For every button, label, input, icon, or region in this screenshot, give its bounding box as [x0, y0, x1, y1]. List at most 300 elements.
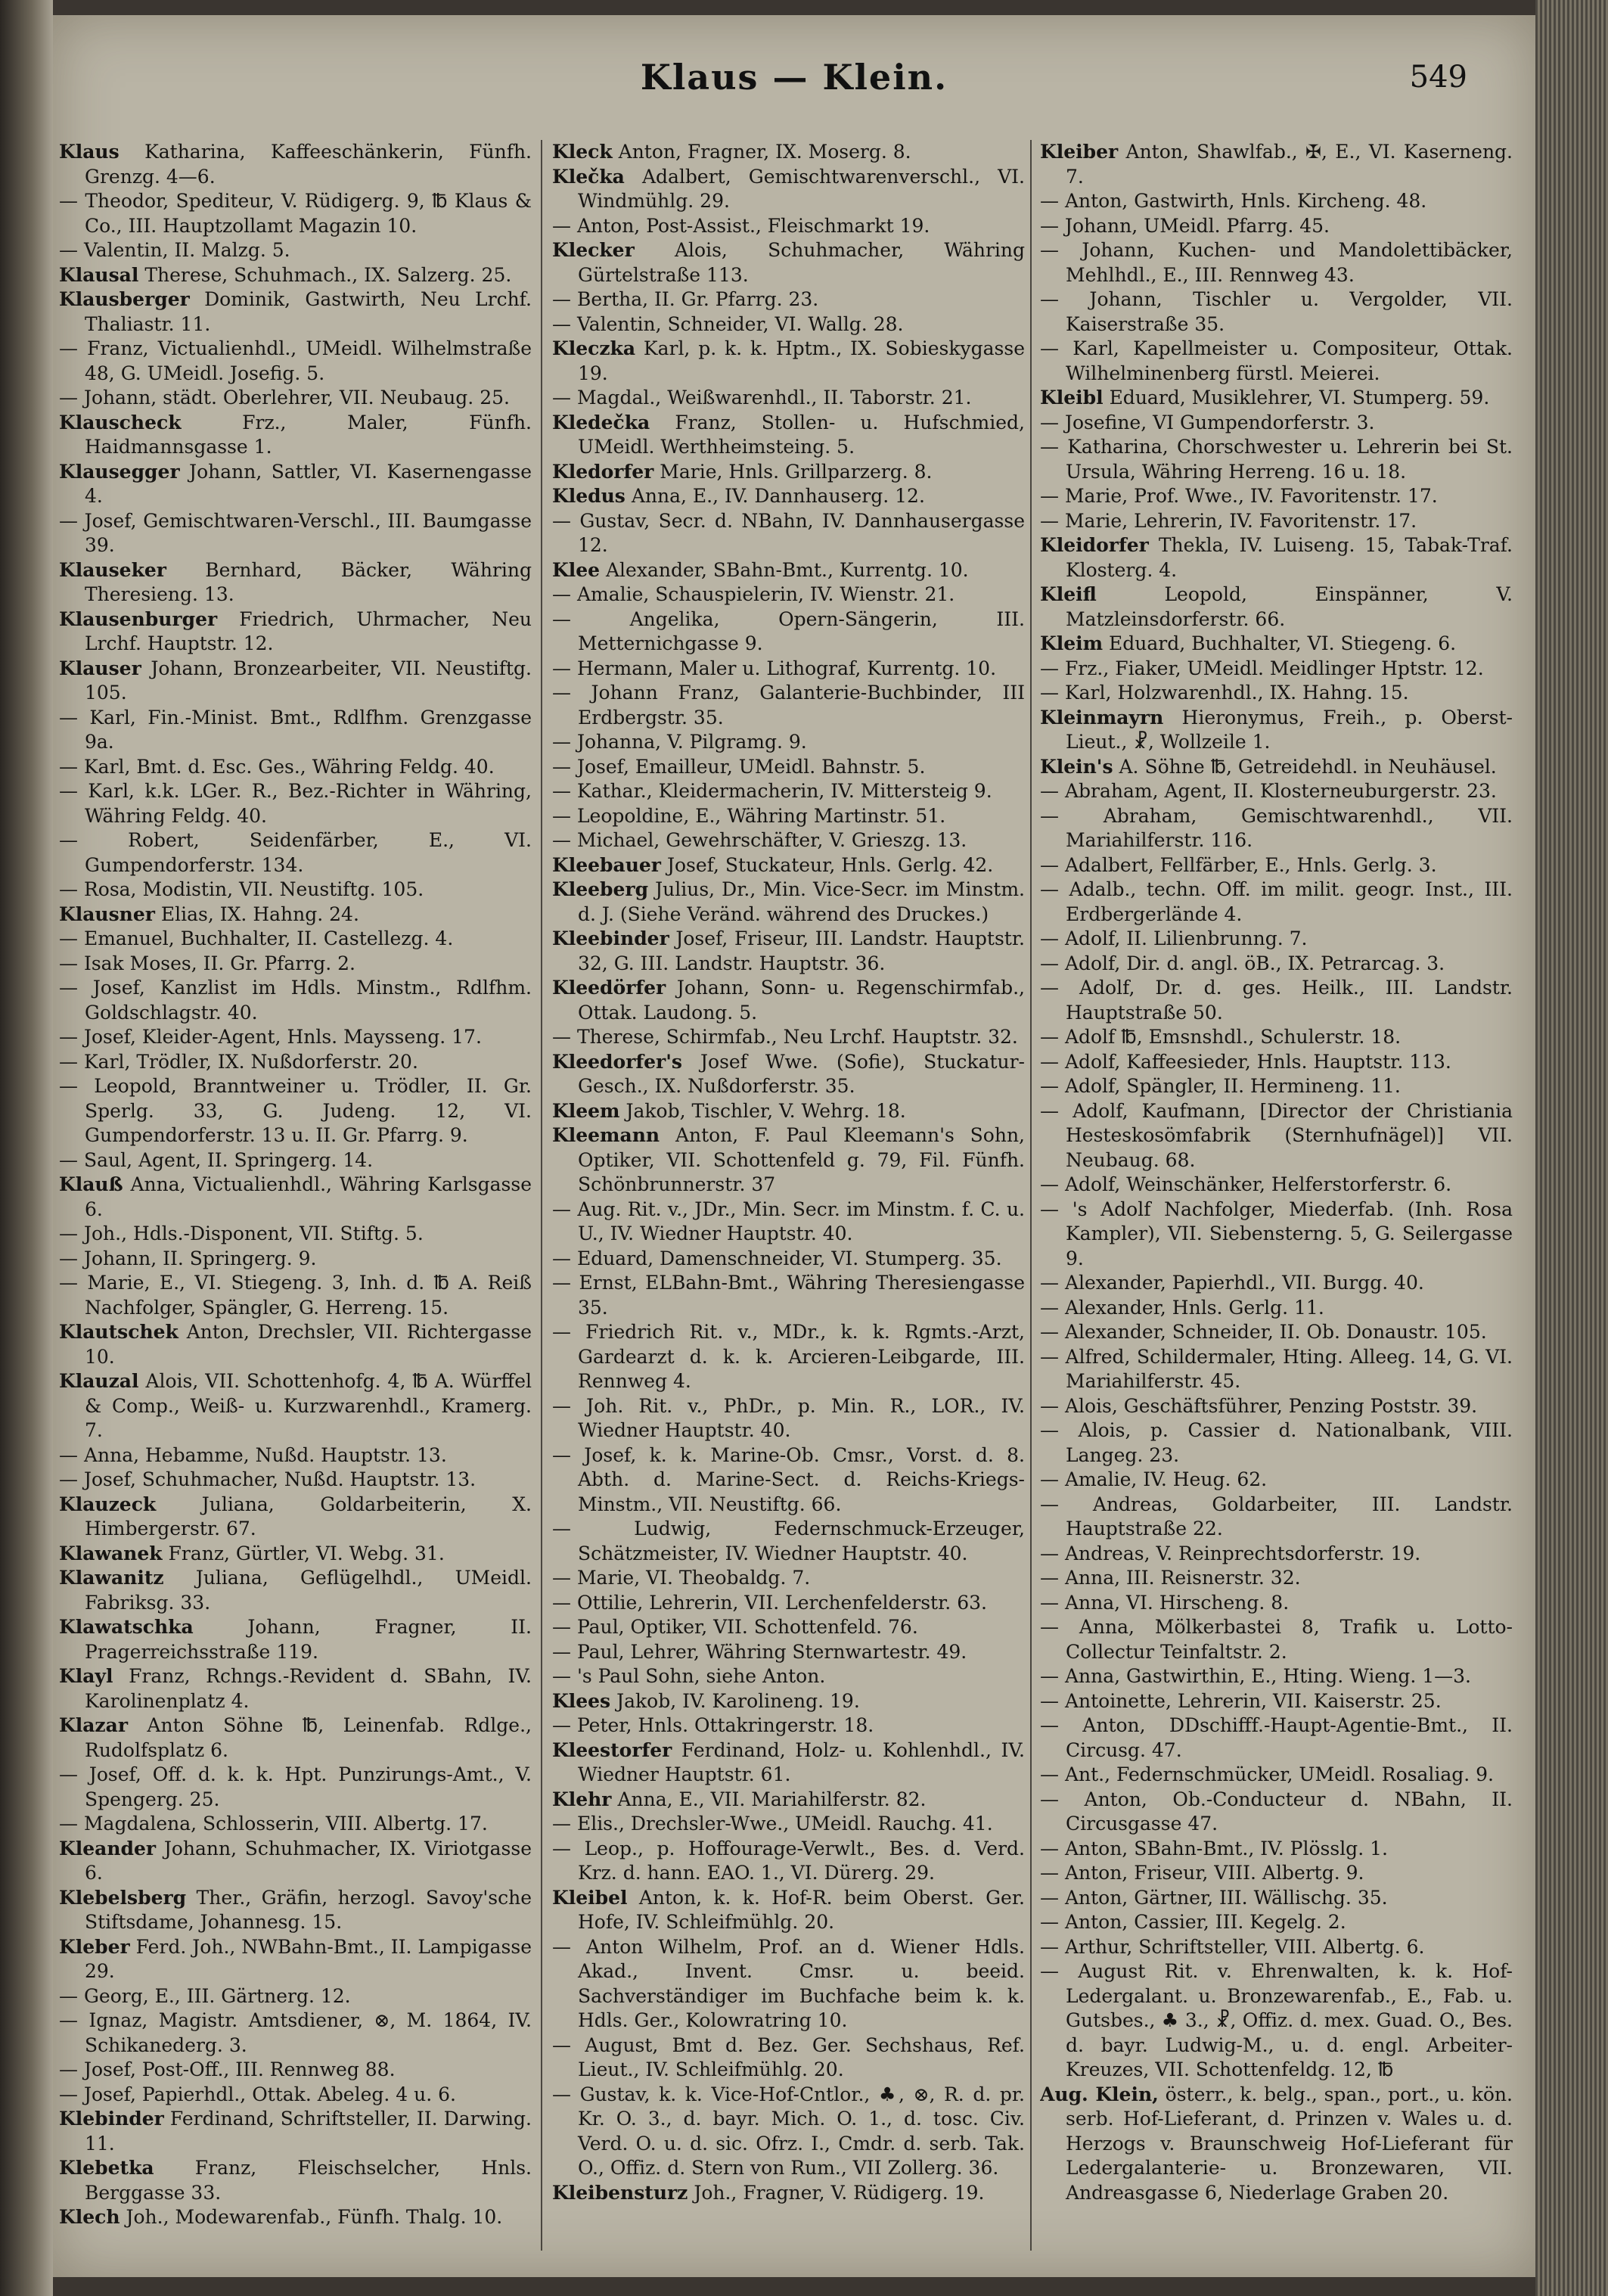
directory-entry	[552, 1615, 1025, 1640]
entry-details: — Aug. Rit. v., JDr., Min. Secr. im Minstm. f. C. u. U., IV. Wiedner Hauptstr. 40.	[552, 1198, 1025, 1244]
entry-details: — Johann, städt. Oberlehrer, VII. Neubaug. 25.	[59, 387, 510, 409]
directory-entry	[59, 1222, 532, 1247]
entry-details: — Josef, Papierhdl., Ottak. Abeleg. 4 u. 6.	[59, 2083, 456, 2105]
directory-entry	[59, 828, 532, 878]
entry-surname: Klawanek	[59, 1542, 163, 1564]
directory-entry	[552, 1738, 1025, 1788]
entry-surname: Klawanitz	[59, 1567, 164, 1589]
entry-surname: Kleeberg	[552, 878, 649, 900]
directory-entry	[1040, 1296, 1513, 1321]
entry-details: — Karl, Holzwarenhdl., IX. Hahng. 15.	[1040, 682, 1409, 704]
entry-details: — Johann, Tischler u. Vergolder, VII. Kaiserstraße 35.	[1040, 288, 1513, 335]
directory-entry	[1040, 1173, 1513, 1198]
directory-entry	[59, 1837, 532, 1886]
directory-entry	[1040, 976, 1513, 1025]
directory-entry	[552, 1591, 1025, 1616]
directory-entry	[552, 1394, 1025, 1443]
entry-details: — Isak Moses, II. Gr. Pfarrg. 2.	[59, 952, 355, 974]
directory-entry	[59, 706, 532, 755]
directory-entry	[552, 1271, 1025, 1320]
entry-details: — Karl, k.k. LGer. R., Bez.-Richter in Währing, Währing Feldg. 40.	[59, 780, 532, 827]
directory-entry	[1040, 1935, 1513, 1960]
entry-details: — Josef, Emailleur, UMeidl. Bahnstr. 5.	[552, 755, 926, 778]
directory-entry	[59, 657, 532, 706]
entry-details: — Anna, III. Reisnerstr. 32.	[1040, 1567, 1301, 1589]
entry-details: — Johanna, V. Pilgramg. 9.	[552, 731, 807, 753]
directory-entry	[59, 189, 532, 238]
directory-entry	[1040, 1837, 1513, 1862]
entry-details: Joh., Fragner, V. Rüdigerg. 19.	[694, 2181, 985, 2204]
directory-entry	[59, 607, 532, 657]
entry-surname: Kleiber	[1040, 141, 1119, 163]
directory-entry	[59, 1369, 532, 1443]
directory-entry	[1040, 1542, 1513, 1567]
directory-entry	[59, 2205, 532, 2230]
directory-entry	[552, 1935, 1025, 2033]
directory-page	[53, 15, 1535, 2277]
directory-entry	[1040, 1788, 1513, 1837]
entry-details: — Anna, Hebamme, Nußd. Hauptstr. 13.	[59, 1443, 447, 1466]
entry-details: — Therese, Schirmfab., Neu Lrchf. Hauptstr. 32.	[552, 1026, 1018, 1048]
directory-entry	[59, 1025, 532, 1050]
entry-details: — Karl, Kapellmeister u. Compositeur, Ottak. Wilhelminenberg fürstl. Meierei.	[1040, 337, 1513, 384]
directory-entry	[1040, 140, 1513, 189]
directory-entry	[1040, 706, 1513, 755]
directory-entry	[1040, 1493, 1513, 1542]
directory-entry	[552, 927, 1025, 976]
entry-details: — Karl, Trödler, IX. Nußdorferstr. 20.	[59, 1050, 418, 1073]
entry-details: — Johann, UMeidl. Pfarrg. 45.	[1040, 214, 1330, 237]
directory-entry	[59, 509, 532, 558]
entry-surname: Kleim	[1040, 632, 1104, 654]
entry-details: — Anton Wilhelm, Prof. an d. Wiener Hdls. Akad., Invent. Cmsr. u. beeid. Sachverständiger im Buchfache beim k. k. Hdls. Ger., Kolowratring 10.	[552, 1935, 1025, 2031]
directory-entry	[59, 1050, 532, 1075]
entry-details: Ferdinand, Holz- u. Kohlenhdl., IV. Wiedner Hauptstr. 61.	[578, 1738, 1025, 1785]
entry-surname: Kleinmayrn	[1040, 706, 1164, 729]
entry-surname: Kledorfer	[552, 460, 654, 483]
entry-details: — Josef, Post-Off., III. Rennweg 88.	[59, 2058, 396, 2080]
entry-surname: Kleedorfer's	[552, 1050, 682, 1073]
directory-entry	[552, 140, 1025, 165]
directory-entry	[59, 878, 532, 903]
entry-details: — Alfred, Schildermaler, Hting. Alleeg. 14, G. VI. Mariahilferstr. 45.	[1040, 1345, 1513, 1392]
entry-details: — Anton, Ob.-Conducteur d. NBahn, II. Circusgasse 47.	[1040, 1788, 1513, 1835]
entry-details: Johann, Sattler, VI. Kasernengasse 4.	[85, 460, 532, 507]
directory-entry	[1040, 632, 1513, 657]
directory-entry	[1040, 1591, 1513, 1616]
entry-details: Franz, Gürtler, VI. Webg. 31.	[168, 1542, 445, 1564]
entry-details: Ferdinand, Schriftsteller, II. Darwing. 11.	[85, 2108, 532, 2155]
directory-entry	[552, 287, 1025, 312]
entry-details: — Marie, Prof. Wwe., IV. Favoritenstr. 17.	[1040, 485, 1438, 507]
directory-entry	[552, 878, 1025, 927]
entry-details: — Adolf, Weinschänker, Helferstorferstr. 6.	[1040, 1173, 1452, 1195]
directory-entry	[552, 730, 1025, 755]
entry-details: — Karl, Bmt. d. Esc. Ges., Währing Feldg. 40.	[59, 755, 495, 778]
entry-details: Franz, Rchngs.-Revident d. SBahn, IV. Karolinenplatz 4.	[85, 1665, 532, 1712]
entry-details: — Georg, E., III. Gärtnerg. 12.	[59, 1984, 351, 2007]
entry-details: — Adolf, Kaufmann, [Director der Christiania Hesteskosömfabrik (Sternhufnägel)] VII. Neubaug. 68.	[1040, 1099, 1513, 1171]
directory-entry	[552, 853, 1025, 878]
entry-surname: Klauzal	[59, 1370, 139, 1392]
entry-details: — Anton, Friseur, VIII. Albertg. 9.	[1040, 1862, 1364, 1884]
directory-entry	[59, 952, 532, 977]
directory-entry	[552, 2083, 1025, 2181]
directory-entry	[552, 558, 1025, 583]
directory-entry	[552, 386, 1025, 411]
entry-surname: Klazar	[59, 1714, 128, 1736]
entry-surname: Klech	[59, 2206, 120, 2228]
column-1	[59, 140, 532, 2254]
directory-entry	[59, 1664, 532, 1713]
directory-entry	[1040, 1886, 1513, 1911]
directory-entry	[59, 1247, 532, 1272]
directory-entry	[59, 1443, 532, 1468]
entry-details: Johann, Schuhmacher, IX. Viriotgasse 6.	[85, 1837, 532, 1884]
entry-details: Anna, E., IV. Dannhauserg. 12.	[631, 485, 925, 507]
directory-entry	[59, 2156, 532, 2205]
running-title: Klaus — Klein.	[640, 57, 948, 98]
directory-entry	[1040, 1566, 1513, 1591]
directory-entry	[552, 755, 1025, 780]
entry-details: — Johann, Kuchen- und Mandolettibäcker, Mehlhdl., E., III. Rennweg 43.	[1040, 239, 1513, 286]
page-number: 549	[1409, 60, 1467, 95]
directory-entry	[59, 1763, 532, 1812]
entry-details: — Anton, Post-Assist., Fleischmarkt 19.	[552, 214, 930, 237]
directory-entry	[552, 804, 1025, 829]
entry-details: Franz, Fleischselcher, Hnls. Berggasse 33.	[85, 2157, 532, 2204]
entry-details: — Ottilie, Lehrerin, VII. Lerchenfelderstr. 63.	[552, 1591, 987, 1614]
entry-details: Juliana, Goldarbeiterin, X. Himbergerstr. 67.	[85, 1493, 532, 1539]
entry-details: — 's Adolf Nachfolger, Miederfab. (Inh. Rosa Kampler), VII. Siebensterng. 5, G. Seilergasse 9.	[1040, 1198, 1513, 1269]
directory-entry	[552, 2181, 1025, 2206]
directory-entry	[59, 558, 532, 607]
directory-entry	[1040, 337, 1513, 386]
directory-entry	[552, 976, 1025, 1025]
entry-surname: Klauscheck	[59, 411, 182, 433]
directory-entry	[1040, 1074, 1513, 1099]
entry-details: Anna, E., VII. Mariahilferstr. 82.	[617, 1788, 927, 1810]
entry-details: — 's Paul Sohn, siehe Anton.	[552, 1665, 826, 1687]
directory-entry	[1040, 1468, 1513, 1493]
directory-entry	[552, 214, 1025, 239]
directory-entry	[552, 1788, 1025, 1813]
page-header	[53, 57, 1535, 125]
entry-details: — Amalie, Schauspielerin, IV. Wienstr. 21.	[552, 583, 955, 605]
entry-details: — August, Bmt d. Bez. Ger. Sechshaus, Ref. Lieut., IV. Schleifmühlg. 20.	[552, 2033, 1025, 2080]
directory-entry	[552, 1099, 1025, 1124]
directory-entry	[552, 607, 1025, 657]
entry-details: — Andreas, Goldarbeiter, III. Landstr. Hauptstraße 22.	[1040, 1493, 1513, 1539]
entry-details: — Adolf ℔, Emsnshdl., Schulerstr. 18.	[1040, 1026, 1402, 1048]
entry-surname: Klausner	[59, 903, 155, 925]
directory-entry	[1040, 533, 1513, 583]
entry-details: — Marie, VI. Theobaldg. 7.	[552, 1567, 811, 1589]
entry-details: — Joh. Rit. v., PhDr., p. Min. R., LOR., IV. Wiedner Hauptstr. 40.	[552, 1394, 1025, 1441]
entry-details: Alois, Schuhmacher, Währing Gürtelstraße 113.	[578, 239, 1025, 286]
directory-entry	[59, 1271, 532, 1320]
entry-details: Anton, Shawlfab., ✠, E., VI. Kaserneng. 7.	[1066, 141, 1513, 188]
directory-entry	[59, 1320, 532, 1369]
entry-details: Anton, k. k. Hof-R. beim Oberst. Ger. Hofe, IV. Schleifmühlg. 20.	[578, 1886, 1025, 1933]
directory-entry	[1040, 1615, 1513, 1664]
entry-surname: Kleander	[59, 1837, 157, 1859]
directory-entry	[1040, 878, 1513, 927]
entry-details: Therese, Schuhmach., IX. Salzerg. 25.	[144, 263, 512, 286]
entry-details: Alexander, SBahn-Bmt., Kurrentg. 10.	[606, 558, 969, 581]
entry-details: — Adalb., techn. Off. im milit. geogr. Inst., III. Erdbergerlände 4.	[1040, 878, 1513, 925]
directory-entry	[552, 1640, 1025, 1665]
entry-surname: Klawatschka	[59, 1616, 194, 1638]
entry-details: — Antoinette, Lehrerin, VII. Kaiserstr. 25.	[1040, 1689, 1442, 1712]
entry-details: — Josef, k. k. Marine-Ob. Cmsr., Vorst. d. 8. Abth. d. Marine-Sect. d. Reichs-Kriegs-Minstm., VII. Neustiftg. 66.	[552, 1443, 1025, 1515]
entry-details: Anton, Drechsler, VII. Richtergasse 10.	[85, 1321, 532, 1368]
entry-details: Dominik, Gastwirth, Neu Lrchf. Thaliastr. 11.	[85, 288, 532, 335]
entry-details: Eduard, Musiklehrer, VI. Stumperg. 59.	[1109, 387, 1490, 409]
directory-entry	[1040, 1345, 1513, 1394]
column-2	[552, 140, 1025, 2254]
directory-entry	[59, 779, 532, 828]
entry-surname: Klauser	[59, 657, 141, 679]
entry-details: Katharina, Kaffeeschänkerin, Fünfh. Grenzg. 4—6.	[85, 141, 532, 188]
directory-entry	[1040, 1713, 1513, 1763]
entry-details: Hieronymus, Freih., p. Oberst-Lieut., ☧, Wollzeile 1.	[1066, 706, 1513, 753]
entry-details: — Johann, II. Springerg. 9.	[59, 1247, 317, 1269]
directory-entry	[552, 1247, 1025, 1272]
directory-entry	[552, 583, 1025, 607]
entry-surname: Klebelsberg	[59, 1886, 187, 1909]
directory-entry	[552, 1320, 1025, 1394]
directory-entry	[1040, 853, 1513, 878]
column-rule	[541, 140, 542, 2251]
entry-details: österr., k. belg., span., port., u. kön. serb. Hof-Lieferant, d. Prinzen v. Wales u. d. Herzogs v. Braunschweig Hof-Lieferant für Ledergalanterie- u. Bronzewaren, VII. Andreasgasse 6, Niederlage Graben 20.	[1066, 2083, 1513, 2204]
entry-surname: Klausenburger	[59, 607, 218, 630]
entry-details: — Karl, Fin.-Minist. Bmt., Rdlfhm. Grenzgasse 9a.	[59, 706, 532, 753]
directory-entry	[1040, 1861, 1513, 1886]
entry-details: — Paul, Lehrer, Währing Sternwartestr. 49.	[552, 1640, 967, 1663]
entry-details: — Gustav, Secr. d. NBahn, IV. Dannhausergasse 12.	[552, 509, 1025, 556]
directory-entry	[552, 1713, 1025, 1738]
directory-entry	[552, 460, 1025, 485]
directory-entry	[1040, 1763, 1513, 1788]
entry-surname: Klee	[552, 558, 601, 581]
directory-entry	[1040, 411, 1513, 436]
directory-entry	[552, 165, 1025, 214]
directory-entry	[1040, 657, 1513, 682]
entry-details: Josef, Friseur, III. Landstr. Hauptstr. 32, G. III. Landstr. Hauptstr. 36.	[578, 927, 1025, 974]
entry-details: — Katharina, Chorschwester u. Lehrerin bei St. Ursula, Währing Herreng. 16 u. 18.	[1040, 436, 1513, 483]
entry-details: — Bertha, II. Gr. Pfarrg. 23.	[552, 288, 819, 310]
entry-surname: Klein's	[1040, 755, 1113, 778]
entry-details: Jakob, IV. Karolineng. 19.	[616, 1689, 860, 1712]
entry-details: — Ignaz, Magistr. Amtsdiener, ⊗, M. 1864, IV. Schikanederg. 3.	[59, 2009, 532, 2056]
directory-entry	[1040, 1050, 1513, 1075]
entry-details: — Anton, SBahn-Bmt., IV. Plösslg. 1.	[1040, 1837, 1388, 1859]
directory-entry	[59, 287, 532, 337]
entry-details: Karl, p. k. k. Hptm., IX. Sobieskygasse 19.	[578, 337, 1025, 384]
directory-entry	[59, 1713, 532, 1763]
directory-entry	[552, 2033, 1025, 2083]
entry-details: — Adolf, Dr. d. ges. Heilk., III. Landstr. Hauptstraße 50.	[1040, 977, 1513, 1024]
directory-entry	[59, 1074, 532, 1148]
directory-entry	[552, 1517, 1025, 1566]
directory-entry	[552, 337, 1025, 386]
entry-surname: Kleifl	[1040, 583, 1097, 605]
directory-entry	[1040, 755, 1513, 780]
entry-details: — Ant., Federnschmücker, UMeidl. Rosaliag. 9.	[1040, 1763, 1494, 1785]
entry-surname: Kleibensturz	[552, 2181, 688, 2204]
entry-details: — Joh., Hdls.-Disponent, VII. Stiftg. 5.	[59, 1223, 424, 1244]
directory-entry	[1040, 583, 1513, 632]
entry-details: — Frz., Fiaker, UMeidl. Meidlinger Hptstr. 12.	[1040, 657, 1484, 679]
entry-details: — Valentin, Schneider, VI. Wallg. 28.	[552, 312, 904, 335]
directory-columns	[53, 140, 1535, 2254]
directory-entry	[1040, 214, 1513, 239]
entry-details: — Anton, Cassier, III. Kegelg. 2.	[1040, 1911, 1346, 1933]
entry-surname: Klausegger	[59, 460, 180, 483]
directory-entry	[552, 1025, 1025, 1050]
entry-details: — Alexander, Schneider, II. Ob. Donaustr. 105.	[1040, 1321, 1487, 1343]
directory-entry	[1040, 287, 1513, 337]
entry-details: Josef Wwe. (Sofie), Stuckatur-Gesch., IX. Nußdorferstr. 35.	[578, 1050, 1025, 1097]
directory-entry	[59, 460, 532, 509]
directory-entry	[59, 1566, 532, 1615]
directory-entry	[59, 927, 532, 952]
directory-entry	[552, 1443, 1025, 1518]
entry-details: Eduard, Buchhalter, VI. Stiegeng. 6.	[1109, 632, 1457, 654]
entry-details: — Angelika, Opern-Sängerin, III. Metternichgasse 9.	[552, 607, 1025, 654]
directory-entry	[552, 681, 1025, 730]
directory-entry	[552, 238, 1025, 287]
entry-surname: Kleibl	[1040, 387, 1104, 409]
entry-surname: Kleebinder	[552, 927, 669, 949]
directory-entry	[1040, 1320, 1513, 1345]
directory-entry	[1040, 189, 1513, 214]
directory-entry	[59, 263, 532, 288]
entry-details: — Paul, Optiker, VII. Schottenfeld. 76.	[552, 1616, 918, 1638]
entry-details: — Anna, Mölkerbastei 8, Trafik u. Lotto-Collectur Teinfaltstr. 2.	[1040, 1616, 1513, 1663]
entry-surname: Kleck	[552, 141, 613, 163]
entry-details: Johann, Fragner, II. Pragerreichsstraße 119.	[85, 1616, 532, 1663]
directory-entry	[59, 976, 532, 1025]
directory-entry	[1040, 435, 1513, 484]
directory-entry	[59, 411, 532, 460]
column-rule	[1030, 140, 1032, 2251]
entry-details: Joh., Modewarenfab., Fünfh. Thalg. 10.	[126, 2206, 503, 2228]
directory-entry	[1040, 1664, 1513, 1689]
directory-entry	[1040, 1689, 1513, 1714]
entry-surname: Kleczka	[552, 337, 636, 359]
entry-details: — Alexander, Papierhdl., VII. Burgg. 40.	[1040, 1272, 1424, 1294]
directory-entry	[1040, 804, 1513, 853]
entry-details: — Adalbert, Fellfärber, E., Hnls. Gerlg. 3.	[1040, 853, 1437, 876]
entry-details: — Valentin, II. Malzg. 5.	[59, 239, 290, 261]
entry-surname: Klebetka	[59, 2157, 154, 2179]
entry-details: — Josef, Kleider-Agent, Hnls. Maysseng. 17.	[59, 1026, 482, 1048]
directory-entry	[59, 903, 532, 927]
entry-details: — Kathar., Kleidermacherin, IV. Mittersteig 9.	[552, 780, 992, 802]
entry-details: — Andreas, V. Reinprechtsdorferstr. 19.	[1040, 1542, 1421, 1564]
directory-entry	[1040, 1394, 1513, 1419]
entry-details: — Franz, Victualienhdl., UMeidl. Wilhelmstraße 48, G. UMeidl. Josefig. 5.	[59, 337, 532, 384]
directory-entry	[1040, 779, 1513, 804]
entry-details: — Marie, E., VI. Stiegeng. 3, Inh. d. ℔ A. Reiß Nachfolger, Spängler, G. Herreng. 15.	[59, 1272, 532, 1319]
entry-surname: Klečka	[552, 165, 625, 188]
entry-details: — Amalie, IV. Heug. 62.	[1040, 1468, 1268, 1490]
entry-surname: Aug. Klein,	[1040, 2083, 1159, 2105]
entry-details: — Anton, DDschifff.-Haupt-Agentie-Bmt., II. Circusg. 47.	[1040, 1714, 1513, 1761]
entry-surname: Klehr	[552, 1788, 612, 1810]
entry-surname: Klayl	[59, 1665, 113, 1687]
directory-entry	[59, 337, 532, 386]
entry-details: — Josefine, VI Gumpendorferstr. 3.	[1040, 411, 1375, 433]
entry-details: — Robert, Seidenfärber, E., VI. Gumpendorferstr. 134.	[59, 829, 532, 876]
directory-entry	[1040, 1418, 1513, 1468]
entry-details: — Michael, Gewehrschäfter, V. Grieszg. 13.	[552, 829, 967, 851]
entry-details: — Arthur, Schriftsteller, VIII. Albertg. 6.	[1040, 1935, 1425, 1958]
entry-surname: Kleedörfer	[552, 977, 666, 999]
directory-entry	[59, 1812, 532, 1837]
entry-details: Julius, Dr., Min. Vice-Secr. im Minstm. d. J. (Siehe Veränd. während des Druckes.)	[578, 878, 1025, 925]
entry-surname: Klautschek	[59, 1321, 178, 1343]
directory-entry	[552, 1050, 1025, 1099]
directory-entry	[1040, 1099, 1513, 1173]
entry-details: — Johann Franz, Galanterie-Buchbinder, III Erdbergstr. 35.	[552, 682, 1025, 729]
entry-details: — Theodor, Spediteur, V. Rüdigerg. 9, ℔ Klaus & Co., III. Hauptzollamt Magazin 10.	[59, 190, 532, 237]
entry-details: Josef, Stuckateur, Hnls. Gerlg. 42.	[666, 853, 994, 876]
directory-entry	[552, 1123, 1025, 1198]
directory-entry	[59, 1493, 532, 1542]
directory-entry	[552, 657, 1025, 682]
directory-entry	[59, 1886, 532, 1935]
directory-entry	[552, 1812, 1025, 1837]
entry-details: — Friedrich Rit. v., MDr., k. k. Rgmts.-Arzt, Gardearzt d. k. k. Arcieren-Leibgarde, III. Rennweg 4.	[552, 1321, 1025, 1392]
entry-details: Ferd. Joh., NWBahn-Bmt., II. Lampigasse 29.	[85, 1935, 532, 1982]
entry-surname: Klausal	[59, 263, 139, 286]
directory-entry	[59, 238, 532, 263]
entry-details: — Rosa, Modistin, VII. Neustiftg. 105.	[59, 878, 424, 900]
entry-surname: Kleestorfer	[552, 1738, 672, 1761]
directory-entry	[59, 1542, 532, 1567]
directory-entry	[552, 779, 1025, 804]
directory-entry	[1040, 681, 1513, 706]
directory-entry	[1040, 1959, 1513, 2083]
directory-entry	[1040, 1910, 1513, 1935]
entry-surname: Kleber	[59, 1935, 130, 1958]
entry-details: — Josef, Kanzlist im Hdls. Minstm., Rdlfhm. Goldschlagstr. 40.	[59, 977, 532, 1024]
directory-entry	[1040, 1271, 1513, 1296]
directory-entry	[59, 1615, 532, 1664]
entry-details: — Abraham, Gemischtwarenhdl., VII. Mariahilferstr. 116.	[1040, 804, 1513, 851]
entry-details: — Marie, Lehrerin, IV. Favoritenstr. 17.	[1040, 509, 1417, 532]
entry-details: — Magdal., Weißwarenhdl., II. Taborstr. 21.	[552, 387, 972, 409]
entry-surname: Kleidorfer	[1040, 534, 1149, 556]
directory-entry	[1040, 1025, 1513, 1050]
entry-details: Juliana, Geflügelhdl., UMeidl. Fabriksg. 33.	[85, 1567, 532, 1614]
entry-details: Anton, F. Paul Kleemann's Sohn, Optiker, VII. Schottenfeld g. 79, Fil. Fünfh. Schönbrunnerstr. 37	[578, 1124, 1025, 1195]
page-stack-edge	[1535, 0, 1608, 2296]
directory-entry	[552, 1566, 1025, 1591]
entry-details: — Adolf, Dir. d. angl. öB., IX. Petrarcag. 3.	[1040, 952, 1445, 974]
directory-entry	[1040, 1198, 1513, 1272]
directory-entry	[1040, 927, 1513, 952]
entry-details: — Adolf, Kaffeesieder, Hnls. Hauptstr. 113.	[1040, 1050, 1451, 1073]
entry-details: — Alexander, Hnls. Gerlg. 11.	[1040, 1296, 1324, 1319]
directory-entry	[59, 1173, 532, 1222]
entry-details: — Anton, Gastwirth, Hnls. Kircheng. 48.	[1040, 190, 1427, 212]
directory-entry	[59, 1468, 532, 1493]
entry-details: — Magdalena, Schlosserin, VIII. Albertg. 17.	[59, 1813, 488, 1835]
